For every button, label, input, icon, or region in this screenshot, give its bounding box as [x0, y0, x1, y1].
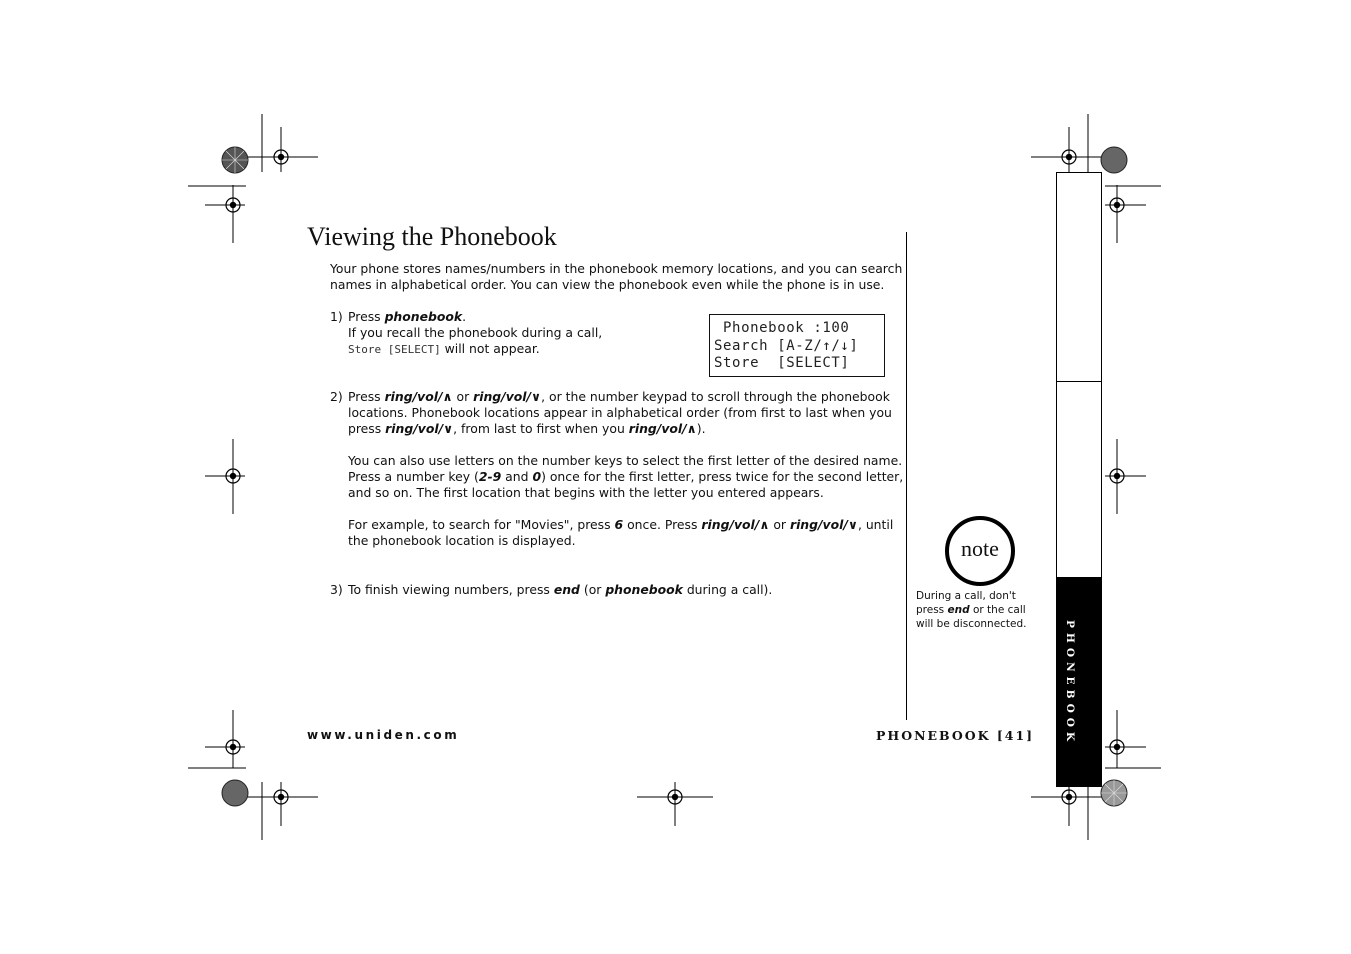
lcd-line: Store [SELECT]: [714, 355, 850, 371]
step-2-line: You can also use letters on the number keys to select the first letter of the desired name.: [348, 453, 903, 468]
text: Press: [348, 389, 385, 404]
text: during a call).: [682, 582, 773, 597]
note-line: will be disconnected.: [916, 618, 1027, 630]
text: will not appear.: [440, 341, 540, 356]
step-2-line: [348, 421, 706, 437]
page-title: Viewing the Phonebook: [307, 222, 557, 251]
key-ring-vol-up: ring/vol/∧: [384, 389, 453, 404]
footer-website: www.uniden.com: [307, 728, 460, 742]
text: or the call: [969, 604, 1026, 616]
key-ring-vol-up: ring/vol/∧: [701, 517, 770, 532]
text: Press a number key (: [348, 469, 479, 484]
key-2-9: 2-9: [478, 469, 502, 484]
text: , until: [857, 517, 894, 532]
step-1-line: If you recall the phonebook during a call,: [348, 325, 603, 340]
key-end: end: [947, 604, 970, 616]
text: or: [769, 517, 790, 532]
key-ring-vol-down: ring/vol/∨: [385, 421, 454, 436]
text: and: [501, 469, 533, 484]
tab-divider: [1056, 381, 1102, 382]
text: press: [348, 421, 386, 436]
step-2-line: the phonebook location is displayed.: [348, 533, 576, 548]
note-line: During a call, don't: [916, 590, 1016, 602]
step-1-line: [348, 309, 466, 325]
note-word: note: [961, 536, 999, 561]
key-phonebook: phonebook: [605, 582, 683, 597]
lcd-line: Phonebook :100: [714, 320, 850, 336]
text: For example, to search for "Movies", press: [348, 517, 615, 532]
step-3-line: [348, 582, 772, 598]
intro-line: names in alphabetical order. You can view the phonebook even while the phone is in use.: [330, 277, 885, 292]
key-6: 6: [614, 517, 624, 532]
note-line: [916, 603, 1027, 617]
text: or: [452, 389, 474, 404]
key-phonebook: phonebook: [384, 309, 463, 324]
text: Press: [348, 309, 385, 324]
key-ring-vol-up: ring/vol/∧: [628, 421, 697, 436]
footer-page-number: PHONEBOOK [41]: [876, 728, 1035, 743]
step-2-line: and so on. The first location that begins with the letter you entered appears.: [348, 485, 824, 500]
lcd-line: Search [A-Z/↑/↓]: [714, 337, 859, 354]
text: .: [462, 309, 467, 324]
lcd-display: [709, 314, 885, 377]
text: To finish viewing numbers, press: [348, 582, 554, 597]
text: ) once for the first letter, press twice for the second letter,: [541, 469, 904, 484]
key-0: 0: [532, 469, 542, 484]
step-2-line: [348, 469, 903, 485]
key-ring-vol-down: ring/vol/∨: [789, 517, 858, 532]
section-tab-label: PHONEBOOK: [1064, 620, 1076, 747]
text: press: [916, 604, 948, 616]
step-2-line: [348, 389, 890, 405]
display-text: Store [SELECT]: [348, 343, 441, 356]
column-divider: [906, 232, 907, 720]
step-2-line: [348, 517, 893, 533]
note-icon: [945, 516, 1015, 586]
intro-line: Your phone stores names/numbers in the phonebook memory locations, and you can search: [330, 261, 903, 276]
key-ring-vol-down: ring/vol/∨: [473, 389, 542, 404]
step-number: 2): [330, 389, 343, 404]
text: ).: [696, 421, 706, 436]
key-end: end: [553, 582, 580, 597]
step-2-line: locations. Phonebook locations appear in alphabetical order (from first to last when you: [348, 405, 892, 420]
step-number: 1): [330, 309, 343, 324]
text: , or the number keypad to scroll through the phonebook: [541, 389, 890, 404]
text: , from last to first when you: [453, 421, 629, 436]
text: (or: [579, 582, 606, 597]
step-number: 3): [330, 582, 343, 597]
text: once. Press: [623, 517, 702, 532]
note-text: [916, 589, 1027, 631]
step-1-line: [348, 341, 540, 358]
